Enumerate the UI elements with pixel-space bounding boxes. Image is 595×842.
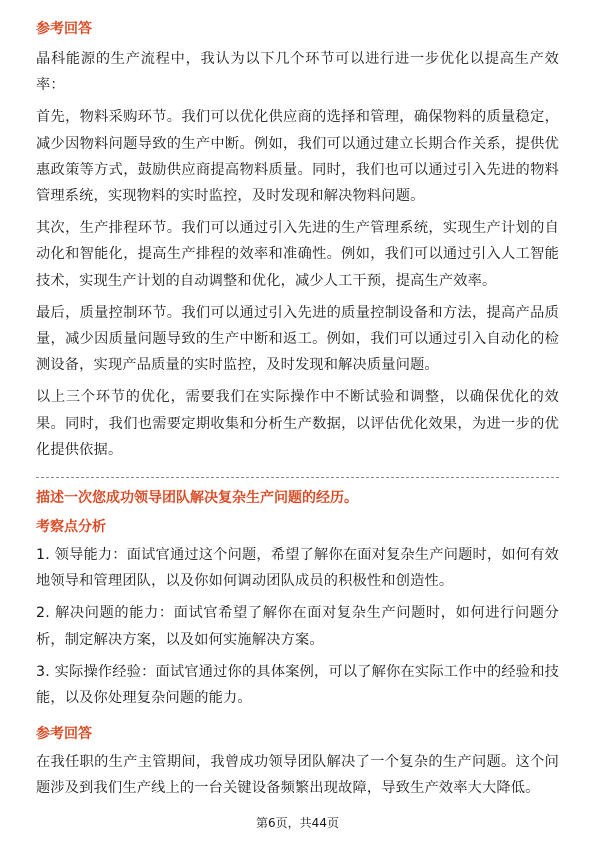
answer-paragraph: 其次，生产排程环节。我们可以通过引入先进的生产管理系统，实现生产计划的自动化和智能化，提高生产排程的效率和准确性。例如，我们可以通过引入人工智能技术，实现生产计划的自动调整和优化，减少人工干预，提高生产效率。 — [36, 220, 559, 289]
answer-paragraph: 以上三个环节的优化，需要我们在实际操作中不断试验和调整，以确保优化的效果。同时，我们也需要定期收集和分析生产数据，以评估优化效果，为进一步的优化提供依据。 — [36, 389, 559, 458]
analysis-item: 2. 解决问题的能力：面试官希望了解你在面对复杂生产问题时，如何进行问题分析，制定解决方案，以及如何实施解决方案。 — [36, 605, 559, 648]
page-number: 第6页，共44页 — [256, 816, 339, 830]
answer-paragraph: 最后，质量控制环节。我们可以通过引入先进的质量控制设备和方法，提高产品质量，减少因质量问题导致的生产中断和返工。例如，我们可以通过引入自动化的检测设备，实现产品质量的实时监控，及时发现和解决质量问题。 — [36, 304, 559, 374]
document-page — [36, 12, 559, 802]
answer-paragraph: 晶科能源的生产流程中，我认为以下几个环节可以进行进一步优化以提高生产效率： — [36, 51, 559, 94]
answer-paragraph: 首先，物料采购环节。我们可以优化供应商的选择和管理，确保物料的质量稳定，减少因物料问题导致的生产中断。例如，我们可以通过建立长期合作关系，提供优惠政策等方式，鼓励供应商提高物料质量。同时，我们也可以通过引入先进的物料管理系统，实现物料的实时监控，及时发现和解决物料问题。 — [36, 109, 559, 205]
reference-answer-heading: 参考回答 — [36, 726, 92, 743]
question-title: 描述一次您成功领导团队解决复杂生产问题的经历。 — [36, 490, 358, 507]
analysis-item: 3. 实际操作经验：面试官通过你的具体案例，可以了解你在实际工作中的经验和技能，以及你处理复杂问题的能力。 — [36, 663, 559, 707]
reference-answer-heading: 参考回答 — [36, 21, 92, 37]
section-divider — [36, 477, 559, 478]
analysis-heading: 考察点分析 — [36, 519, 106, 536]
analysis-item: 1. 领导能力：面试官通过这个问题，希望了解你在面对复杂生产问题时，如何有效地领导和管理团队，以及你如何调动团队成员的积极性和创造性。 — [36, 547, 559, 590]
answer-paragraph: 在我任职的生产主管期间，我曾成功领导团队解决了一个复杂的生产问题。这个问题涉及到我们生产线上的一台关键设备频繁出现故障，导致生产效率大大降低。 — [36, 754, 559, 797]
